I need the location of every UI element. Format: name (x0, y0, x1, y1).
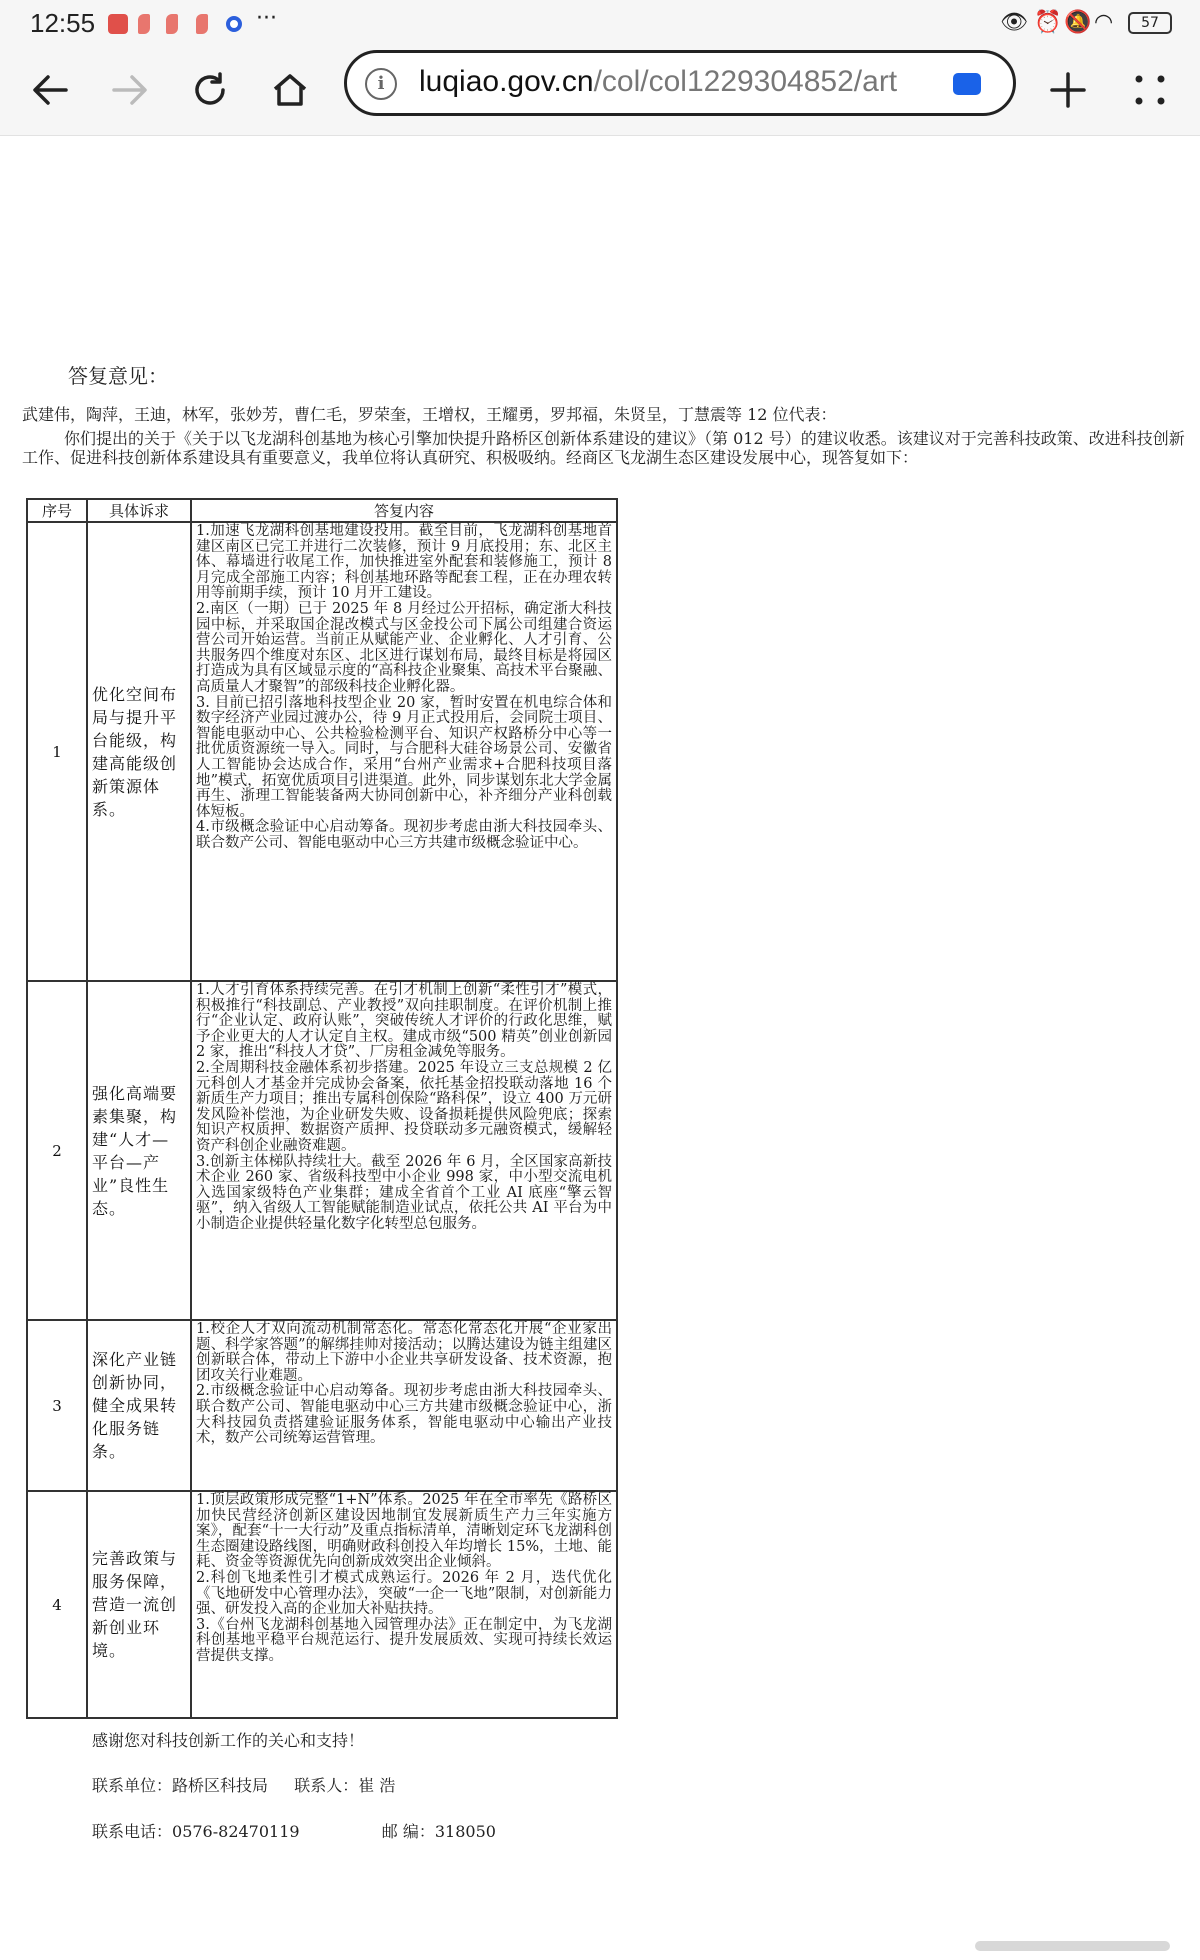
row-number: 3 (27, 1320, 87, 1491)
content-item: 3. 目前已招引落地科技型企业 20 家，暂时安置在机电综合体和数字经济产业园过渡办公，待 9 月正式投用后，会同院士项目、智能电驱动中心、公共检验检测平台、知识产权路桥分中心等一批优质资源统一导入。同时，与合肥科大硅谷场景公司、安徽省人工智能协会达成合作，采用“台州产业需求+合肥科技项目落地”模式，拓宽优质项目引进渠道。此外，同步谋划东北大学金属再生、浙理工智能装备两大协同创新中心，补齐细分产业科创载体短板。 (196, 694, 612, 820)
reply-table (26, 498, 618, 1719)
url-text[interactable] (419, 65, 939, 99)
more-notifications-icon: ··· (256, 6, 277, 31)
page-badge-icon[interactable] (953, 73, 981, 95)
row-number: 4 (27, 1491, 87, 1718)
app-notification-icon (226, 16, 242, 32)
battery-indicator: 57 (1128, 12, 1172, 34)
contact-unit: 路桥区科技局 (172, 1776, 269, 1795)
app-notification-icon (108, 14, 128, 34)
content-item: 4.市级概念验证中心启动筹备。现初步考虑由浙大科技园牵头、联合数产公司、智能电驱动中心三方共建市级概念验证中心。 (196, 819, 612, 851)
contact-person: 崔 浩 (358, 1776, 396, 1795)
wifi-icon: ◠ (1094, 10, 1114, 35)
phone-label: 联系电话： (92, 1822, 173, 1841)
header-no: 序号 (27, 499, 87, 522)
app-notification-icon (138, 14, 150, 34)
site-info-icon[interactable]: i (365, 68, 397, 100)
reload-button[interactable] (182, 62, 238, 118)
new-tab-button[interactable] (1040, 62, 1096, 118)
content-item: 3.创新主体梯队持续壮大。截至 2026 年 6 月，全区国家高新技术企业 260 家、省级科技型中小企业 998 家，中小型交流电机入选国家级特色产业集群；建成全省首个工业 AI 底座“擎云智驱”，纳入省级人工智能赋能制造业试点，依托公共 AI 平台为中小制造企业提供轻量化数字化转型总包服务。 (196, 1153, 612, 1232)
header-content: 答复内容 (191, 499, 617, 522)
app-notification-icon (166, 14, 178, 34)
reload-icon (190, 70, 230, 110)
app-notification-icon (196, 14, 208, 34)
content-item: 1.人才引育体系持续完善。在引才机制上创新“柔性引才”模式，积极推行“科技副总、产业教授”双向挂职制度。在评价机制上推行“企业认定、政府认账”，突破传统人才评价的行政化思维，赋予企业更大的人才认定自主权。建成市级“500 精英”创业创新园 2 家，推出“科技人才贷”、厂房租金减免等服务。 (196, 982, 612, 1061)
contact-unit-label: 联系单位： (92, 1776, 173, 1795)
row-number: 1 (27, 522, 87, 981)
phone-number: 0576-82470119 (172, 1822, 300, 1841)
status-bar (0, 0, 1200, 44)
header-appeal: 具体诉求 (87, 499, 191, 522)
document-page (0, 136, 1200, 1960)
representatives-line: 武建伟，陶萍，王迪，林军，张妙芳，曹仁毛，罗荣奎，王增权，王耀勇，罗邦福，朱贤呈，丁慧震等 12 位代表： (22, 405, 837, 424)
row-content (191, 1320, 617, 1491)
content-item: 2.全周期科技金融体系初步搭建。2025 年设立三支总规模 2 亿元科创人才基金并完成协会备案，依托基金招投联动落地 16 个新质生产力项目；推出专属科创保险“路科保”，设立 400 万元研发风险补偿池，为企业研发失败、设备损耗提供风险兜底；探索知识产权质押、数据资产质押、投贷联动多元融资模式，缓解轻资产科创企业融资难题。 (196, 1059, 612, 1154)
row-appeal: 完善政策与服务保障，营造一流创新创业环境。 (87, 1491, 191, 1718)
contact-phone-line (92, 1819, 496, 1842)
table-header-row (27, 499, 617, 522)
gesture-bar[interactable] (975, 1941, 1170, 1951)
row-appeal: 强化高端要素集聚，构建“人才—平台—产业”良性生态。 (87, 981, 191, 1320)
thanks-line: 感谢您对科技创新工作的关心和支持！ (92, 1731, 365, 1750)
content-item: 3.《台州飞龙湖科创基地入园管理办法》正在制定中，为飞龙湖科创基地平稳平台规范运行、提升发展质效、实现可持续长效运营提供支撑。 (196, 1616, 612, 1664)
row-content (191, 981, 617, 1320)
content-item: 2.市级概念验证中心启动筹备。现初步考虑由浙大科技园牵头、联合数产公司、智能电驱动中心三方共建市级概念验证中心，浙大科技园负责搭建验证服务体系，智能电驱动中心输出产业技术，数产公司统筹运营管理。 (196, 1383, 612, 1447)
content-item: 1.校企人才双向流动机制常态化。常态化常态化开展“企业家出题、科学家答题”的解绑挂帅对接活动；以腾达建设为链主组建区创新联合体，带动上下游中小企业共享研发设备、技术资源，抱团攻关行业难题。 (196, 1321, 612, 1384)
status-time: 12:55 (30, 8, 96, 38)
grid-dots-icon (1130, 70, 1170, 110)
postcode: 318050 (434, 1822, 496, 1841)
table-row (27, 1491, 617, 1718)
url-path: /col/col1229304852/art (593, 65, 898, 98)
row-content (191, 522, 617, 981)
home-icon (270, 70, 310, 110)
alarm-icon: ⏰ (1034, 10, 1062, 35)
table-row (27, 981, 617, 1320)
contact-unit-line (92, 1773, 395, 1796)
content-item: 1.加速飞龙湖科创基地建设投用。截至目前，飞龙湖科创基地首建区南区已完工并进行二次装修，预计 9 月底投用；东、北区主体、幕墙进行收尾工作，加快推进室外配套和装修施工，预计 8 月完成全部施工内容；科创基地环路等配套工程，正在办理农转用等前期手续，预计 10 月开工建设。 (196, 523, 612, 602)
home-button[interactable] (262, 62, 318, 118)
plus-icon (1048, 70, 1088, 110)
forward-arrow-icon (110, 70, 150, 110)
postcode-label: 邮 编： (381, 1822, 435, 1841)
content-item: 1.顶层政策形成完整“1+N”体系。2025 年在全市率先《路桥区加快民营经济创新区建设因地制宜发展新质生产力三年实施方案》，配套“十一大行动”及重点指标清单，清晰划定环飞龙湖科创生态圈建设路线图，明确财政科创投入年均增长 15%，土地、能耗、资金等资源优先向创新成效突出企业倾斜。 (196, 1492, 612, 1571)
row-appeal: 深化产业链创新协同，健全成果转化服务链条。 (87, 1320, 191, 1491)
table-row (27, 522, 617, 981)
content-item: 2.南区（一期）已于 2025 年 8 月经过公开招标，确定浙大科技园中标，并采取国企混改模式与区金投公司下属公司组建合资运营公司开始运营。当前正从赋能产业、企业孵化、人才引育、公共服务四个维度对东区、北区进行谋划布局，最终目标是将园区打造成为具有区域显示度的“高科技企业聚集、高技术平台聚融、高质量人才聚智”的部级科技企业孵化器。 (196, 600, 612, 695)
menu-button[interactable] (1122, 62, 1178, 118)
reply-heading: 答复意见： (68, 364, 168, 388)
url-host: luqiao.gov.cn (419, 65, 594, 98)
address-bar[interactable] (344, 50, 1016, 116)
content-item: 2.科创飞地柔性引才模式成熟运行。2026 年 2 月，迭代优化《飞地研发中心管理办法》，突破“一企一飞地”限制，对创新能力强、研发投入高的企业加大补贴扶持。 (196, 1569, 612, 1618)
mute-icon: 🔕 (1064, 10, 1092, 35)
contact-person-label: 联系人： (294, 1776, 359, 1795)
browser-toolbar (0, 44, 1200, 136)
row-content (191, 1491, 617, 1718)
eye-icon: 👁 (1000, 10, 1028, 35)
intro-paragraph: 你们提出的关于《关于以飞龙湖科创基地为核心引擎加快提升路桥区创新体系建设的建议》（第 012 号）的建议收悉。该建议对于完善科技政策、改进科技创新工作、促进科技创新体系建设具有重要意义，我单位将认真研究、积极吸纳。经商区飞龙湖生态区建设发展中心，现答复如下： (22, 429, 1185, 467)
back-arrow-icon (30, 70, 70, 110)
row-appeal: 优化空间布局与提升平台能级，构建高能级创新策源体系。 (87, 522, 191, 981)
forward-button[interactable] (102, 62, 158, 118)
row-number: 2 (27, 981, 87, 1320)
table-row (27, 1320, 617, 1491)
back-button[interactable] (22, 62, 78, 118)
